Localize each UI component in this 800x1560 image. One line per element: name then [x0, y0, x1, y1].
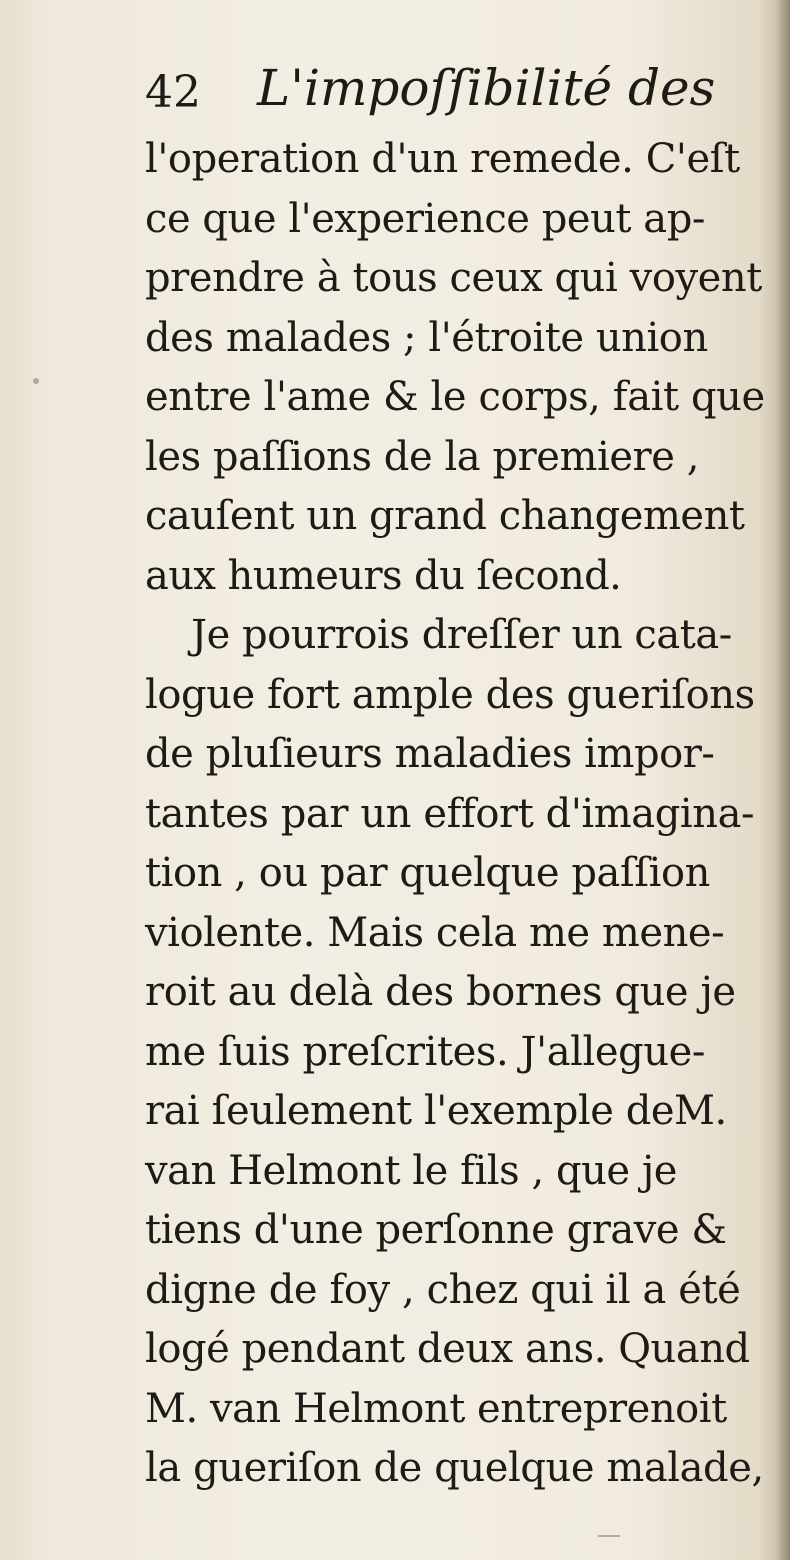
text-line: des malades ; l'étroite union: [145, 314, 708, 361]
text-line: cauſent un grand changement: [145, 493, 745, 539]
paper-mark: [598, 1535, 620, 1537]
body-text: [145, 130, 790, 1499]
text-line: van Helmont le fils , que je: [145, 1147, 678, 1194]
text-line: tiens d'une perſonne grave &: [145, 1207, 727, 1253]
text-line: entre l'ame & le corps, fait que: [145, 374, 765, 420]
text-line: les paſſions de la premiere ,: [145, 433, 699, 480]
text-line: tantes par un effort d'imagina-: [145, 790, 755, 837]
text-line: me ſuis preſcrites. J'allegue-: [145, 1028, 705, 1075]
text-line: digne de foy , chez qui il a été: [145, 1266, 741, 1313]
paper-spot: [33, 378, 39, 384]
text-line: prendre à tous ceux qui voyent: [145, 255, 762, 301]
page-gutter: [790, 0, 800, 1560]
text-line: aux humeurs du ſecond.: [145, 552, 622, 599]
text-line: M. van Helmont entreprenoit: [145, 1385, 727, 1432]
text-line: de pluſieurs maladies impor-: [145, 731, 715, 777]
text-line-paragraph-start: Je pourrois dreſſer un cata-: [191, 612, 732, 658]
text-line: violente. Mais cela me mene-: [145, 909, 725, 956]
text-line: logue fort ample des gueriſons: [145, 671, 755, 718]
text-line: l'operation d'un remede. C'eſt: [145, 136, 740, 182]
running-title: L'impoſſibilité des: [257, 59, 716, 117]
text-line: roit au delà des bornes que je: [145, 969, 736, 1015]
text-line: tion , ou par quelque paſſion: [145, 850, 710, 896]
text-line: rai ſeulement l'exemple deM.: [145, 1088, 727, 1134]
page-number: 42: [145, 67, 201, 118]
text-line: la gueriſon de quelque malade,: [145, 1445, 764, 1491]
text-line: ce que l'experience peut ap-: [145, 195, 705, 242]
page-header: [145, 55, 745, 129]
text-line: logé pendant deux ans. Quand: [145, 1326, 750, 1372]
